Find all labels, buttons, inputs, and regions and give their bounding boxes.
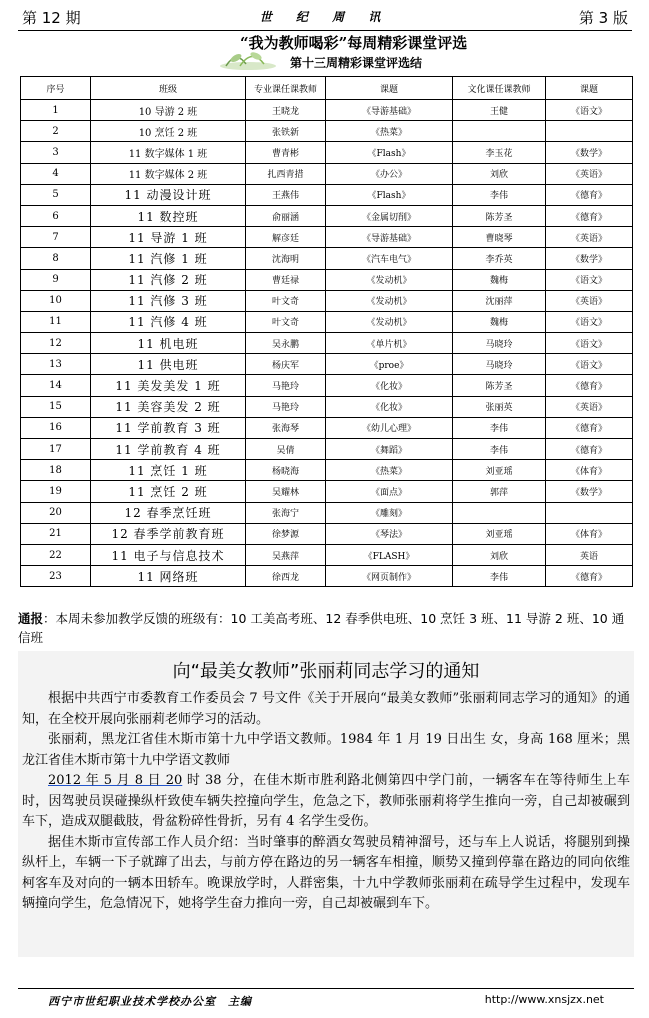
table-cell: 《热菜》 [326,460,453,481]
table-cell: 2 [21,121,91,142]
table-cell: 16 [21,417,91,438]
table-row [21,523,633,544]
article-body [22,689,630,915]
table-cell: 《德育》 [546,566,633,587]
table-cell: 《Flash》 [326,142,453,163]
table-row [21,460,633,481]
table-cell: 曹晓琴 [453,227,546,248]
section-banner [210,30,510,72]
table-cell: 郭萍 [453,481,546,502]
table-cell: 14 [21,375,91,396]
table-cell: 李伟 [453,417,546,438]
article-paragraph-rest: 时 38 分，在佳木斯市胜利路北侧第四中学门前，一辆客车在等待师生上车时，因驾驶员误碰操纵杆致使车辆失控撞向学生，危急之下，教师张丽莉将学生推向一旁，自己却被碾到车下，造成双腿截肢，骨盆粉碎性骨折，另有 4 名学生受伤。 [22,773,630,829]
table-cell: 12 春季烹饪班 [91,502,246,523]
table-cell: 11 电子与信息技术 [91,544,246,565]
underlined-date: 2012 年 5 月 8 日 20 [48,773,183,788]
table-cell: 《面点》 [326,481,453,502]
table-row [21,205,633,226]
table-cell: 《FLASH》 [326,544,453,565]
table-cell: 11 汽修 3 班 [91,290,246,311]
table-cell: 《发动机》 [326,269,453,290]
table-cell: 魏梅 [453,269,546,290]
table-cell: 曹廷禄 [246,269,326,290]
table-cell: 11 汽修 4 班 [91,311,246,332]
table-cell: 11 烹饪 1 班 [91,460,246,481]
table-cell: 《金属切削》 [326,205,453,226]
table-cell: 《化妆》 [326,375,453,396]
table-cell: 15 [21,396,91,417]
table-cell: 张铁新 [246,121,326,142]
table-cell: 张海琴 [246,417,326,438]
table-cell: 5 [21,184,91,205]
table-cell: 22 [21,544,91,565]
table-cell: 王健 [453,100,546,121]
table-cell: 《体育》 [546,460,633,481]
issue-number: 第 12 期 [22,9,81,27]
table-row [21,290,633,311]
table-cell: 4 [21,163,91,184]
table-row [21,142,633,163]
table-cell: 《幼儿心理》 [326,417,453,438]
table-cell: 18 [21,460,91,481]
table-row [21,481,633,502]
evaluation-table [20,76,633,587]
table-cell: 徐西龙 [246,566,326,587]
table-cell: 《德育》 [546,184,633,205]
table-cell: 《英语》 [546,290,633,311]
table-cell: 《发动机》 [326,311,453,332]
table-cell [453,502,546,523]
article-section [18,651,634,957]
table-cell: 《导游基础》 [326,227,453,248]
table-cell: 《英语》 [546,396,633,417]
column-header: 文化课任课教师 [453,77,546,100]
table-cell: 《汽车电气》 [326,248,453,269]
table-cell: 11 数控班 [91,205,246,226]
table-row [21,566,633,587]
table-cell: 10 导游 2 班 [91,100,246,121]
table-row [21,333,633,354]
table-cell: 扎西青措 [246,163,326,184]
table-cell: 《数学》 [546,142,633,163]
table-cell: 11 学前教育 3 班 [91,417,246,438]
footer-url[interactable]: http://www.xnsjzx.net [484,993,604,1006]
table-cell: 吴倩 [246,439,326,460]
footer-office: 西宁市世纪职业技术学校办公室 主编 [48,995,252,1008]
table-cell: 11 美发美发 1 班 [91,375,246,396]
table-cell: 李伟 [453,566,546,587]
table-row [21,121,633,142]
table-cell: 李乔英 [453,248,546,269]
table-cell: 沈海明 [246,248,326,269]
table-row [21,100,633,121]
table-cell: 《英语》 [546,163,633,184]
table-cell: 吴永鹏 [246,333,326,354]
table-cell: 23 [21,566,91,587]
table-cell: 《语文》 [546,311,633,332]
table-cell: 魏梅 [453,311,546,332]
table-cell: 张丽英 [453,396,546,417]
table-cell: 11 导游 1 班 [91,227,246,248]
page-header [18,4,632,31]
table-cell: 3 [21,142,91,163]
table-cell: 曹青彬 [246,142,326,163]
table-cell: 11 网络班 [91,566,246,587]
notice-label: 通报 [18,611,44,626]
column-header: 专业课任课教师 [246,77,326,100]
table-header-row [21,77,633,100]
banner-title: “我为教师喝彩”每周精彩课堂评选 [240,34,468,52]
table-cell: 《网页制作》 [326,566,453,587]
table-cell: 《热菜》 [326,121,453,142]
article-paragraph: 张丽莉，黑龙江省佳木斯市第十九中学语文教师。1984 年 1 月 19 日出生 女，身高 168 厘米；黑龙江省佳木斯市第十九中学语文教师 [22,732,630,768]
table-cell: 17 [21,439,91,460]
table-cell: 吴燕萍 [246,544,326,565]
table-cell: 1 [21,100,91,121]
article-paragraph: 根据中共西宁市委教育工作委员会 7 号文件《关于开展向“最美女教师”张丽莉同志学习的通知》的通知，在全校开展向张丽莉老师学习的活动。 [22,691,630,727]
table-cell: 《体育》 [546,523,633,544]
table-cell: 11 汽修 1 班 [91,248,246,269]
notice-text [18,609,634,647]
table-cell: 《舞蹈》 [326,439,453,460]
table-cell: 英语 [546,544,633,565]
banner-subtitle: 第十三周精彩课堂评选结 [290,56,423,70]
table-cell: 6 [21,205,91,226]
table-cell: 《发动机》 [326,290,453,311]
table-cell: 《proe》 [326,354,453,375]
table-cell: 《德育》 [546,205,633,226]
table-cell: 李玉花 [453,142,546,163]
table-cell: 20 [21,502,91,523]
table-cell: 8 [21,248,91,269]
table-cell: 陈芳圣 [453,205,546,226]
table-cell: 《化妆》 [326,396,453,417]
table-cell: 13 [21,354,91,375]
table-cell: 吴耀林 [246,481,326,502]
table-row [21,311,633,332]
table-cell: 《德育》 [546,417,633,438]
table-cell: 《办公》 [326,163,453,184]
article-paragraph [22,771,630,833]
table-cell: 《语文》 [546,354,633,375]
article-title: 向“最美女教师”张丽莉同志学习的通知 [172,661,480,682]
table-body [21,100,633,587]
table-cell: 11 烹饪 2 班 [91,481,246,502]
table-cell: 刘欣 [453,163,546,184]
table-cell: 《琴法》 [326,523,453,544]
table-cell: 19 [21,481,91,502]
table-cell: 刘欣 [453,544,546,565]
page-number: 第 3 版 [578,9,628,27]
table-cell: 马晓玲 [453,354,546,375]
table-cell: 李伟 [453,184,546,205]
table-cell: 马艳玲 [246,396,326,417]
table-cell: 10 烹饪 2 班 [91,121,246,142]
table-cell: 11 数字媒体 1 班 [91,142,246,163]
table-cell: 《数学》 [546,248,633,269]
table-cell: 11 数字媒体 2 班 [91,163,246,184]
table-row [21,248,633,269]
table-cell: 9 [21,269,91,290]
table-cell: 李伟 [453,439,546,460]
table-cell: 《数学》 [546,481,633,502]
table-cell: 11 学前教育 4 班 [91,439,246,460]
table-cell: 7 [21,227,91,248]
table-row [21,502,633,523]
table-cell: 解彦廷 [246,227,326,248]
table-cell: 沈丽萍 [453,290,546,311]
table-cell: 王燕伟 [246,184,326,205]
table-cell: 《德育》 [546,439,633,460]
table-cell: 叶文奇 [246,290,326,311]
table-row [21,417,633,438]
table-cell: 11 动漫设计班 [91,184,246,205]
table-cell: 《语文》 [546,269,633,290]
table-cell: 杨晓海 [246,460,326,481]
table-cell: 王晓龙 [246,100,326,121]
notice-body: ：本周未参加教学反馈的班级有：10 工美高考班、12 春季供电班、10 烹饪 3 班、11 导游 2 班、10 通信班 [18,611,625,645]
table-row [21,439,633,460]
table-cell [546,502,633,523]
table-cell: 叶文奇 [246,311,326,332]
article-paragraph: 据佳木斯市宣传部工作人员介绍：当时肇事的醉酒女驾驶员精神溜号，还与车上人说话，将腿别到操纵杆上，车辆一下子就蹿了出去，与前方停在路边的另一辆客车相撞，顺势又撞到停靠在路边的同向依维柯客车及对向的一辆本田轿车。晚课放学时，人群密集，十九中学教师张丽莉在疏导学生过程中，发现车辆撞向学生，危急情况下，她将学生奋力推向一旁，自己却被碾到车下。 [22,834,630,911]
table-cell: 12 [21,333,91,354]
table-cell: 杨庆军 [246,354,326,375]
column-header: 序号 [21,77,91,100]
column-header: 班级 [91,77,246,100]
table-cell: 《单片机》 [326,333,453,354]
table-row [21,227,633,248]
column-header: 课题 [326,77,453,100]
table-cell: 11 汽修 2 班 [91,269,246,290]
table-cell: 11 美容美发 2 班 [91,396,246,417]
table-cell: 马艳玲 [246,375,326,396]
paper-name: 世 纪 周 讯 [259,10,391,24]
table-row [21,544,633,565]
table-cell: 《Flash》 [326,184,453,205]
table-cell: 刘亚瑶 [453,460,546,481]
table-cell: 《语文》 [546,333,633,354]
table-cell: 《英语》 [546,227,633,248]
table-cell: 《导游基础》 [326,100,453,121]
table-cell: 马晓玲 [453,333,546,354]
table-cell: 11 [21,311,91,332]
table-cell: 陈芳圣 [453,375,546,396]
table-row [21,163,633,184]
table-cell: 11 供电班 [91,354,246,375]
table-row [21,184,633,205]
table-cell [546,121,633,142]
table-cell: 《语文》 [546,100,633,121]
table-cell: 刘亚瑶 [453,523,546,544]
table-cell: 俞丽涵 [246,205,326,226]
table-cell: 《雕刻》 [326,502,453,523]
table-cell: 12 春季学前教育班 [91,523,246,544]
table-row [21,396,633,417]
column-header: 课题 [546,77,633,100]
table-row [21,375,633,396]
table-cell: 21 [21,523,91,544]
table-row [21,269,633,290]
table-cell: 张海宁 [246,502,326,523]
table-cell [453,121,546,142]
table-cell: 徐梦源 [246,523,326,544]
table-row [21,354,633,375]
table-cell: 11 机电班 [91,333,246,354]
page-footer [18,988,634,1009]
table-cell: 10 [21,290,91,311]
table-cell: 《德育》 [546,375,633,396]
